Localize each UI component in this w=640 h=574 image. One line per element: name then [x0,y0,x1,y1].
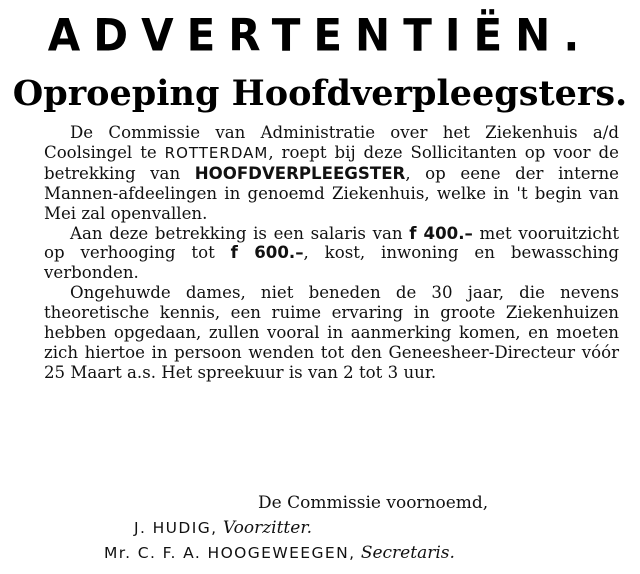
salary-middle-text: met vooruitzicht op verhooging tot [44,223,619,263]
vacancy-intro-text: De Commissie van Administratie over het Ziekenhuis a/d Coolsingel te [44,123,619,162]
salary-closing-text: , kost, inwoning en bewassching verbonden. [44,243,619,283]
signature-secretary [104,542,455,564]
paragraph-requirements: Ongehuwde dames, niet beneden de 30 jaar, die nevens theoretische kennis, een ruime ervaring in groote Ziekenhuizen hebben opgedaan, zullen vooral in aanmerking komen, en moeten zich hiertoe in persoon wenden tot den Geneesheer-Directeur vóór 25 Maart a.s. Het spreekuur is van 2 tot 3 uur. [44,283,619,382]
salary-intro-text: Aan deze betrekking is een salaris van [70,223,410,243]
starting-salary: f 400.– [409,223,473,243]
secretary-name: Mr. C. F. A. HOOGEWEEGEN, [104,544,356,562]
advertisement-section-heading: ADVERTENTIËN. [47,9,593,62]
maximum-salary: f 600.– [230,243,304,263]
vacancy-closing-text: , op eene der interne Mannen-afdeelingen in genoemd Ziekenhuis, welke in 't begin van Mei zal openvallen. [44,163,620,223]
chair-role: Voorzitter. [222,518,312,538]
city-name: ROTTERDAM [164,143,269,162]
paragraph-salary [44,224,619,284]
signature-chair [134,517,312,539]
advertisement-body [44,123,619,383]
signature-committee: De Commissie voornoemd, [258,493,489,513]
advertisement-title: Oproeping Hoofdverpleegsters. [12,73,628,114]
job-position: HOOFDVERPLEEGSTER [194,163,406,183]
chair-name: J. HUDIG, [134,519,218,537]
paragraph-vacancy [44,123,619,224]
vacancy-middle-text: , roept bij deze Sollicitanten op voor de betrekking van [44,142,619,183]
secretary-role: Secretaris. [360,543,455,563]
